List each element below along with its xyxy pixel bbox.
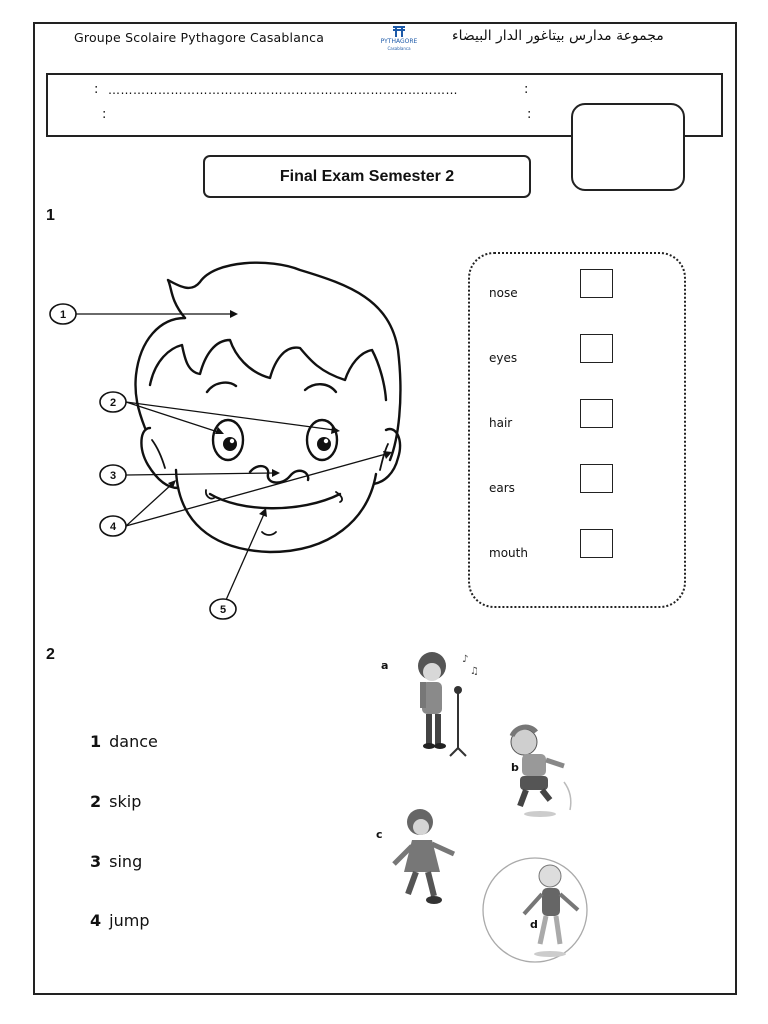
answer-box-mouth[interactable] [580, 529, 613, 558]
school-logo [374, 25, 424, 51]
choice-label-mouth: mouth [489, 546, 528, 560]
answer-box-hair[interactable] [580, 399, 613, 428]
verb-word-2: skip [109, 792, 142, 811]
boy-face-illustration [40, 250, 420, 630]
class-colon: : [102, 107, 107, 122]
girl-jumping-rope-image [480, 850, 590, 970]
choice-label-nose: nose [489, 286, 518, 300]
logo-text [374, 38, 424, 52]
answer-box-nose[interactable] [580, 269, 613, 298]
pythagore-logo-icon [374, 25, 424, 39]
verb-word-1: dance [109, 732, 158, 751]
school-name-arabic: مجموعة مدارس بيتاغور الدار البيضاء [452, 28, 664, 44]
name-colon: : [94, 82, 99, 97]
answer-box-ears[interactable] [580, 464, 613, 493]
grade-box[interactable] [571, 103, 685, 191]
name-field-dots[interactable]: ………………………………………………………………………… [108, 83, 458, 97]
choice-label-ears: ears [489, 481, 515, 495]
verb-item-3 [90, 852, 142, 871]
answer-box-eyes[interactable] [580, 334, 613, 363]
school-name-french: Groupe Scolaire Pythagore Casablanca [74, 30, 325, 45]
right-colon-1: : [524, 82, 529, 97]
verb-number-3: 3 [90, 852, 102, 871]
verb-item-2 [90, 792, 141, 811]
question-1-number: 1 [46, 207, 55, 224]
question-2-number: 2 [46, 646, 55, 663]
callout-3: 3 [109, 470, 117, 482]
picture-letter-d: d [530, 918, 538, 931]
callout-4: 4 [109, 521, 117, 533]
logo-subtitle: Casablanca [387, 46, 411, 51]
verb-number-2: 2 [90, 792, 102, 811]
picture-letter-b: b [511, 761, 519, 774]
picture-letter-a: a [381, 659, 389, 672]
girl-dancing-image [388, 800, 468, 910]
logo-name: PYTHAGORE [380, 38, 418, 45]
callout-2: 2 [109, 397, 117, 409]
callout-1: 1 [59, 309, 67, 321]
right-colon-2: : [527, 107, 532, 122]
svg-text:♪: ♪ [462, 654, 469, 665]
picture-letter-c: c [376, 828, 383, 841]
exam-title: Final Exam Semester 2 [203, 155, 531, 198]
verb-item-4 [90, 911, 149, 930]
svg-text:♫: ♫ [470, 666, 479, 677]
choice-label-eyes: eyes [489, 351, 518, 365]
verb-number-1: 1 [90, 732, 102, 751]
girl-singing-image [400, 648, 480, 758]
verb-word-4: jump [109, 911, 150, 930]
verb-number-4: 4 [90, 911, 102, 930]
choice-label-hair: hair [489, 416, 513, 430]
verb-word-3: sing [109, 852, 143, 871]
callout-5: 5 [219, 604, 227, 616]
verb-item-1 [90, 732, 158, 751]
